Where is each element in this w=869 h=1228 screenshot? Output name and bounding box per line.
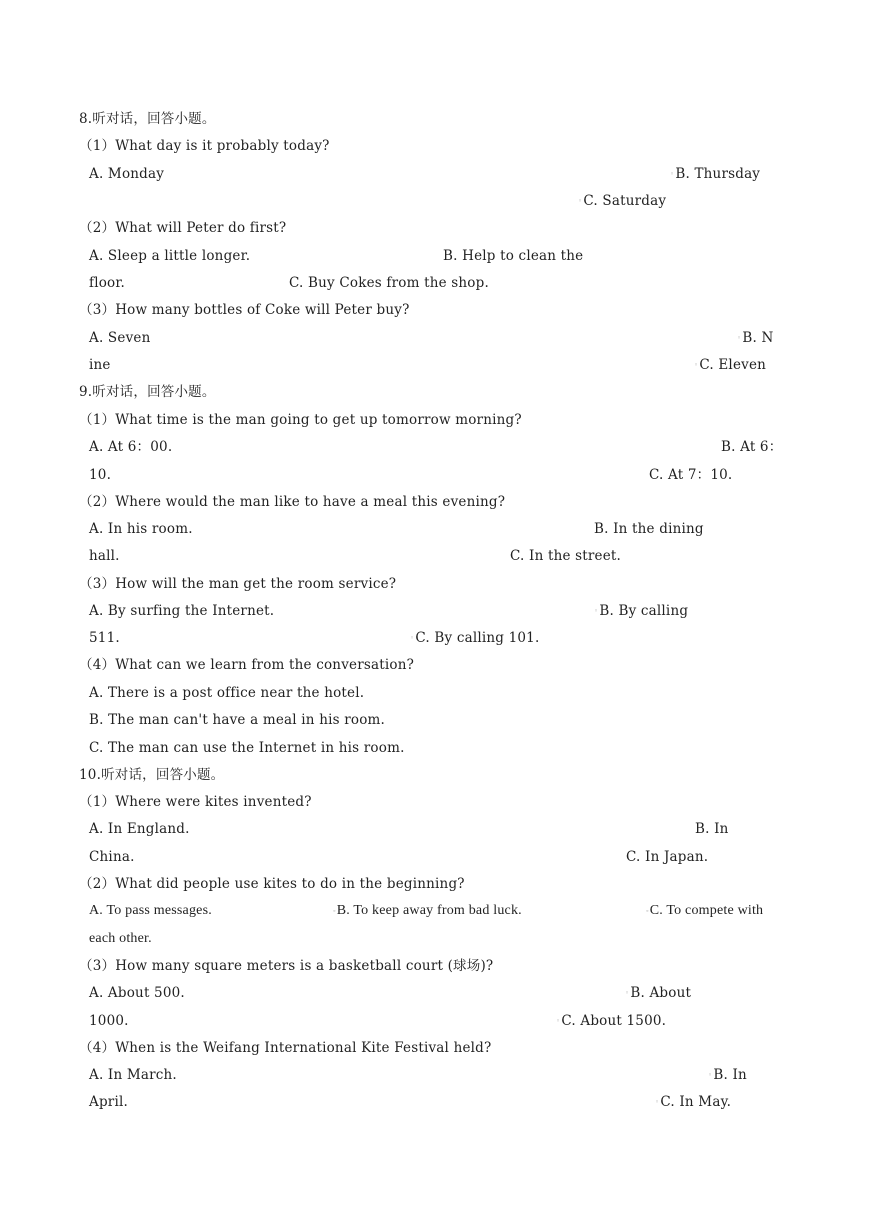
q8-3-option-b	[737, 330, 773, 346]
q9-3-option-b-cont: 511.	[89, 630, 120, 646]
q9-1-option-c: C. At 7：10.	[649, 467, 733, 483]
q8-1-option-c	[578, 193, 666, 209]
q10-2-option-a: A. To pass messages.	[89, 903, 212, 918]
q9-4-option-c: C. The man can use the Internet in his room.	[89, 740, 405, 756]
q9-1-option-b: B. At 6：	[721, 439, 783, 455]
q8-3-option-c	[694, 357, 766, 373]
q8-3-option-c-text: C. Eleven	[699, 357, 767, 373]
q10-4-option-a: A. In March.	[89, 1067, 177, 1083]
q8-3-question: （3）How many bottles of Coke will Peter buy?	[79, 302, 410, 318]
option-marker: ◦	[646, 907, 649, 915]
q10-1-question: （1）Where were kites invented?	[79, 794, 312, 810]
q10-1-option-b-cont: China.	[89, 849, 135, 865]
option-marker: ◦	[594, 607, 599, 615]
q8-heading: 8.听对话，回答小题。	[79, 111, 216, 127]
q8-2-option-c: C. Buy Cokes from the shop.	[289, 275, 489, 291]
q9-3-option-b	[594, 603, 688, 619]
q8-3-option-b-cont: ine	[89, 357, 111, 373]
q10-3-option-b	[625, 985, 691, 1001]
q10-3-option-b-text: B. About	[630, 985, 692, 1001]
q10-3-option-c-text: C. About 1500.	[561, 1013, 667, 1029]
option-marker: ◦	[625, 989, 630, 997]
q8-2-option-b: B. Help to clean the	[443, 248, 584, 264]
q10-1-option-b: B. In	[695, 821, 729, 837]
option-marker: ◦	[333, 907, 336, 915]
q10-2-question: （2）What did people use kites to do in the beginning?	[79, 876, 465, 892]
q9-3-option-b-text: B. By calling	[599, 603, 689, 619]
q9-3-option-c-text: C. By calling 101.	[415, 630, 540, 646]
q8-2-option-a: A. Sleep a little longer.	[89, 248, 251, 264]
q8-2-question: （2）What will Peter do first?	[79, 220, 287, 236]
q9-heading: 9.听对话，回答小题。	[79, 384, 216, 400]
q9-1-option-a: A. At 6：00.	[89, 439, 173, 455]
option-marker: ◦	[556, 1017, 561, 1025]
q9-3-option-c	[410, 630, 539, 646]
q9-2-option-b: B. In the dining	[594, 521, 704, 537]
q9-2-option-a: A. In his room.	[89, 521, 193, 537]
option-marker: ◦	[708, 1071, 713, 1079]
option-marker: ◦	[670, 170, 675, 178]
q10-4-option-b-text: B. In	[713, 1067, 747, 1083]
q8-1-question: （1）What day is it probably today?	[79, 138, 330, 154]
q10-2-option-b	[333, 903, 522, 919]
q8-3-option-b-text: B. N	[742, 330, 774, 346]
q10-2-option-c-cont: each other.	[89, 931, 152, 946]
q10-3-option-b-cont: 1000.	[89, 1013, 129, 1029]
q10-3-option-c	[556, 1013, 666, 1029]
option-marker: ◦	[694, 361, 699, 369]
q8-1-option-b-text: B. Thursday	[675, 166, 761, 182]
q9-3-option-a: A. By surfing the Internet.	[89, 603, 275, 619]
q10-3-question: （3）How many square meters is a basketball court (球场)?	[79, 958, 494, 974]
option-marker: ◦	[578, 197, 583, 205]
q10-4-question: （4）When is the Weifang International Kite Festival held?	[79, 1040, 492, 1056]
q10-2-option-c-text: C. To compete with	[649, 903, 764, 918]
option-marker: ◦	[410, 634, 415, 642]
option-marker: ◦	[737, 334, 742, 342]
q8-3-option-a: A. Seven	[89, 330, 151, 346]
option-marker: ◦	[655, 1098, 660, 1106]
q8-1-option-c-text: C. Saturday	[583, 193, 667, 209]
q10-2-option-c	[646, 903, 763, 919]
q10-2-option-b-text: B. To keep away from bad luck.	[336, 903, 522, 918]
q10-1-option-a: A. In England.	[89, 821, 190, 837]
q9-4-option-a: A. There is a post office near the hotel.	[89, 685, 365, 701]
q9-2-question: （2）Where would the man like to have a meal this evening?	[79, 494, 506, 510]
q10-3-option-a: A. About 500.	[89, 985, 185, 1001]
q10-1-option-c: C. In Japan.	[626, 849, 709, 865]
q9-3-question: （3）How will the man get the room service?	[79, 576, 397, 592]
q10-heading: 10.听对话，回答小题。	[79, 767, 225, 783]
q9-2-option-c: C. In the street.	[510, 548, 622, 564]
q9-4-option-b: B. The man can't have a meal in his room.	[89, 712, 386, 728]
q9-4-question: （4）What can we learn from the conversation?	[79, 657, 415, 673]
q8-1-option-b	[670, 166, 760, 182]
q9-1-option-b-cont: 10.	[89, 467, 112, 483]
q10-4-option-b-cont: April.	[89, 1094, 128, 1110]
q8-1-option-a: A. Monday	[89, 166, 165, 182]
q10-4-option-b	[708, 1067, 747, 1083]
q8-2-option-b-cont: floor.	[89, 275, 126, 291]
q9-1-question: （1）What time is the man going to get up tomorrow morning?	[79, 412, 522, 428]
q10-4-option-c-text: C. In May.	[660, 1094, 732, 1110]
q10-4-option-c	[655, 1094, 731, 1110]
q9-2-option-b-cont: hall.	[89, 548, 120, 564]
